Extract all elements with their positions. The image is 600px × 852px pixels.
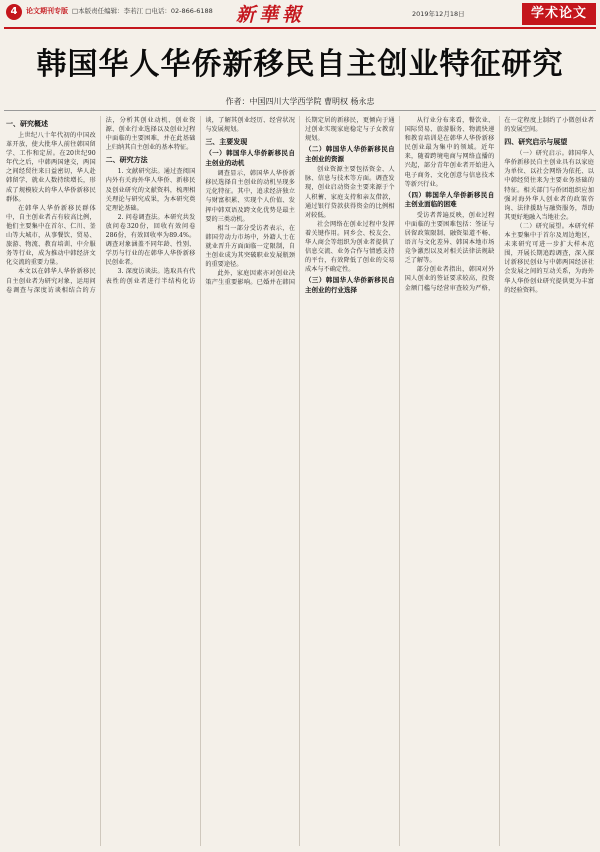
body-paragraph: 1. 文献研究法。通过查阅国内外有关海外华人华侨、新移民及创业研究的文献资料，梳理相关理论与研究成果，为本研究奠定理论基础。 bbox=[105, 168, 196, 212]
page-number: 4 bbox=[6, 4, 22, 20]
body-paragraph: 本文以在韩华人华侨新移民自主创业者为研究对象，运用问卷调查与深度访谈相结合的方法，分析其创业动机、创业资源、创业行业选择以及创业过程中面临的主要困难，并在此基础上归纳其自主创业的基本特征。 bbox=[6, 117, 196, 294]
section-heading: （三）韩国华人华侨新移民自主创业的行业选择 bbox=[304, 276, 395, 294]
article-authors: 作者：中国四川大学西学院 曹明权 杨永忠 bbox=[225, 97, 375, 106]
body-paragraph: 部分创业者指出，韩国对外国人创业的签证要求较高，投资金额门槛与经营审查较为严格，在一定程度上制约了小微创业者的发展空间。 bbox=[404, 117, 594, 292]
body-paragraph: （二）研究展望。本研究样本主要集中于首尔及周边地区，未来研究可进一步扩大样本范围，开展长期追踪调查，深入探讨新移民创业与中韩两国经济社会发展之间的互动关系，为海外华人华侨创业研究提供更为丰富的经验资料。 bbox=[504, 222, 594, 294]
issue-date: 2019年12月18日 bbox=[412, 10, 465, 18]
section-heading: 三、主要发现 bbox=[205, 138, 248, 147]
editor-info: □本版责任编辑：李若江 □电话：02-866-6188 bbox=[72, 7, 213, 15]
section-heading: 四、研究启示与展望 bbox=[504, 138, 568, 147]
body-paragraph: 调查显示，韩国华人华侨新移民选择自主创业的动机呈现多元化特征。其中，追求经济独立与财富积累、实现个人价值、发挥中韩双语及跨文化优势是最主要的三类动机。 bbox=[205, 170, 295, 223]
body-paragraph: 从行业分布来看，餐饮业、国际贸易、旅游服务、物流快递和教育培训是在韩华人华侨新移民创业最为集中的领域。近年来，随着跨境电商与网络直播的兴起，部分青年创业者开始进入电子商务、文化创意与信息技术等新兴行业。 bbox=[404, 117, 495, 188]
section-heading: （四）韩国华人华侨新移民自主创业面临的困难 bbox=[404, 190, 495, 209]
header-rule bbox=[4, 27, 596, 29]
body-paragraph: 受访者普遍反映，创业过程中面临的主要困难包括：签证与居留政策限制、融资渠道不畅、语言与文化差异、韩国本地市场竞争激烈以及对相关法律法规缺乏了解等。 bbox=[404, 211, 495, 265]
body-paragraph: 2. 问卷调查法。本研究共发放问卷320份，回收有效问卷286份，有效回收率为89.4%。调查对象涵盖不同年龄、性别、学历与行业的在韩华人华侨新移民创业者。 bbox=[105, 213, 196, 267]
body-paragraph: 相当一部分受访者表示，在韩国劳动力市场中，外籍人士在就业晋升方面面临一定限制，自主创业成为其突破职业发展瓶颈的重要途径。 bbox=[205, 224, 295, 269]
body-paragraph: 3. 深度访谈法。选取具有代表性的创业者进行半结构化访谈，了解其创业经历、经营状况与发展规划。 bbox=[105, 117, 295, 285]
title-divider bbox=[4, 110, 596, 111]
body-paragraph: （一）研究启示。韩国华人华侨新移民自主创业具有以家庭为单位、以社会网络为依托、以中韩经贸往来为主要业务基础的特征。相关部门与侨团组织应加强对海外华人创业者的政策咨询、法律援助与融资服务，帮助其更好地融入当地社会。 bbox=[504, 150, 594, 221]
body-paragraph: 此外，家庭因素亦对创业决策产生重要影响。已婚并在韩国长期定居的新移民，更倾向于通过创业实现家庭稳定与子女教育规划。 bbox=[205, 117, 395, 287]
edition-label: 论文期刊专版 bbox=[26, 7, 68, 15]
page-header bbox=[0, 0, 600, 30]
newspaper-masthead: 新華報 bbox=[236, 4, 306, 26]
article-body bbox=[6, 116, 594, 846]
body-paragraph: 上世纪八十年代初的中国改革开放，使大批华人前往韩国留学、工作和定居。在20世纪90年代之后，中韩两国建交，两国之间经贸往来日益密切，华人赴韩留学、就业人数持续增长，形成了规模较大的华人华侨新移民群体。 bbox=[6, 132, 96, 203]
body-paragraph: 创业资源主要包括资金、人脉、信息与技术等方面。调查发现，创业启动资金主要来源于个人积蓄、家庭支持和亲友借款，通过银行贷款获得资金的比例相对较低。 bbox=[304, 166, 395, 219]
section-heading: 二、研究方法 bbox=[105, 156, 148, 165]
body-paragraph: 社会网络在创业过程中发挥着关键作用。同乡会、校友会、华人商会等组织为创业者提供了信息交流、业务合作与情感支持的平台，有效降低了创业的交易成本与不确定性。 bbox=[304, 220, 395, 274]
section-heading: （二）韩国华人华侨新移民自主创业的资源 bbox=[304, 145, 395, 163]
section-tag: 学术论文 bbox=[522, 3, 596, 25]
section-heading: （一）韩国华人华侨新移民自主创业的动机 bbox=[205, 149, 295, 167]
body-paragraph: 在韩华人华侨新移民群体中，自主创业者占有较高比例，他们主要集中在首尔、仁川、釜山等大城市，从事餐饮、贸易、旅游、物流、教育培训、中介服务等行业，成为推动中韩经济文化交流的重要力量。 bbox=[6, 204, 96, 267]
article-title: 韩国华人华侨新移民自主创业特征研究 bbox=[36, 47, 564, 82]
section-heading: 一、研究概述 bbox=[6, 120, 48, 128]
